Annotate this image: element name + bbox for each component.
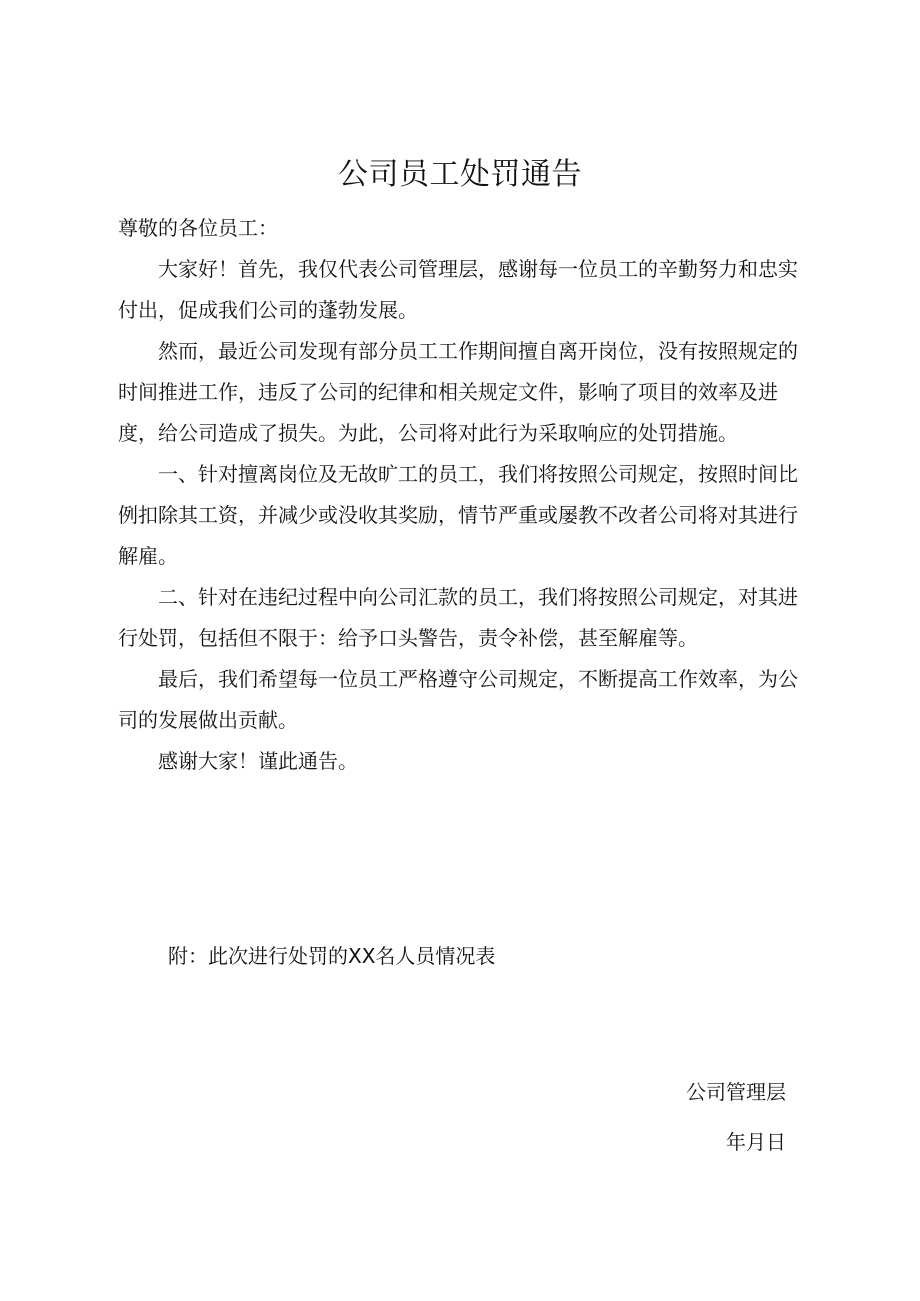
paragraph-rule-two: 二、针对在违纪过程中向公司汇款的员工，我们将按照公司规定，对其进行处罚，包括但不限于：给予口头警告，责令补偿，甚至解雇等。 xyxy=(118,585,798,650)
document-body xyxy=(118,208,808,782)
paragraph-issue: 然而，最近公司发现有部分员工工作期间擅自离开岗位，没有按照规定的时间推进工作，违反了公司的纪律和相关规定文件，影响了项目的效率及进度，给公司造成了损失。为此，公司将对此行为采取响应的处罚措施。 xyxy=(118,339,798,445)
document-title: 公司员工处罚通告 xyxy=(338,157,582,192)
paragraph-greeting: 大家好！首先，我仅代表公司管理层，感谢每一位员工的辛勤努力和忠实付出，促成我们公司的蓬勃发展。 xyxy=(118,257,798,322)
paragraph-rule-one: 一、针对擅离岗位及无故旷工的员工，我们将按照公司规定，按照时间比例扣除其工资，并减少或没收其奖励，情节严重或屡教不改者公司将对其进行解雇。 xyxy=(118,462,798,568)
paragraph-thanks: 感谢大家！谨此通告。 xyxy=(158,749,358,773)
paragraph-closing: 最后，我们希望每一位员工严格遵守公司规定，不断提高工作效率，为公司的发展做出贡献。 xyxy=(118,667,798,732)
attachment-note: 附：此次进行处罚的XX名人员情况表 xyxy=(168,944,496,968)
salutation: 尊敬的各位员工： xyxy=(118,216,278,240)
signature: 公司管理层 xyxy=(686,1080,786,1104)
date-line: 年月日 xyxy=(726,1130,786,1154)
